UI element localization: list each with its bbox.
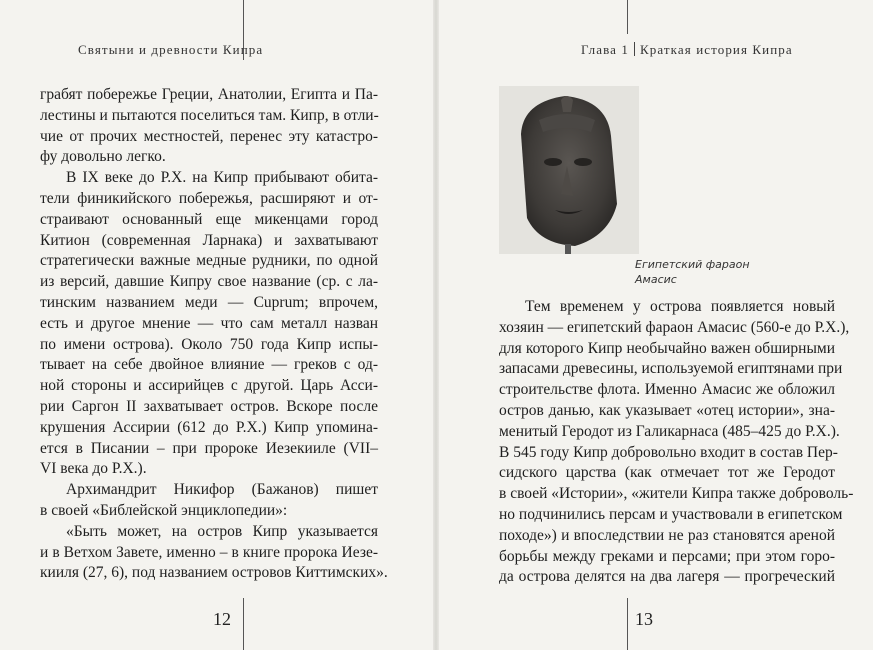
text-line: в своей «Истории», «жители Кипра также доброволь- — [499, 485, 854, 503]
text-line: сидского царства (как отмечает тот же Геродот — [499, 464, 835, 482]
running-head-left: Святыни и древности Кипра — [78, 42, 264, 57]
text-line: и в Ветхом Завете, именно – в книге пророка Иезе- — [40, 543, 378, 561]
photo-caption — [635, 257, 750, 287]
text-line: страивают основанный еще микенцами город — [40, 210, 378, 228]
left-page — [0, 0, 436, 650]
chapter-title: Краткая история Кипра — [639, 42, 793, 57]
pharaoh-amasis-photo — [499, 86, 639, 254]
text-line: Архимандрит Никифор (Бажанов) пишет — [66, 481, 378, 499]
footer-rule — [627, 598, 628, 650]
running-head-right — [581, 42, 793, 58]
text-line: строительстве флота. Именно Амасис же обложил — [499, 381, 835, 399]
text-line: по имени острова). Около 750 года Кипр испы- — [40, 335, 378, 353]
text-line: для которого Кипр необычайно важен обширными — [499, 339, 835, 357]
text-line: стратегически важные медные рудники, по одной — [40, 252, 378, 270]
chapter-label: Глава 1 — [581, 42, 629, 57]
text-line: борьбы между греками и персами; при этом горо- — [499, 547, 835, 565]
text-line: В 545 году Кипр добровольно входит в состав Пер- — [499, 443, 838, 461]
text-line: грабят побережье Греции, Анатолии, Египта и Па- — [40, 86, 378, 103]
text-line: Тем временем у острова появляется новый — [525, 298, 835, 315]
text-line: Китион (современная Ларнака) и захватывают — [40, 231, 378, 249]
text-line: В IX веке до Р.Х. на Кипр прибывают обита- — [66, 169, 378, 187]
text-line: тинским названием меди — Cuprum; впрочем, — [40, 293, 378, 311]
text-line: крушения Ассирии (612 до Р.Х.) Кипр упомина- — [40, 418, 378, 436]
text-line: тывает на себе двойное влияние — греков с од- — [40, 356, 378, 374]
page-number-right: 13 — [635, 609, 653, 629]
text-line: кииля (27, 6), под названием островов Киттимских». — [40, 564, 388, 582]
text-line: менитый Геродот из Галикарнаса (485–425 до Р.Х.). — [499, 422, 840, 440]
text-line: фу довольно легко. — [40, 148, 166, 166]
text-line: рии Саргон II захватывает остров. Вскоре после — [40, 397, 378, 415]
text-line: остров данью, как указывает «отец истории», зна- — [499, 401, 835, 419]
right-body-text — [499, 297, 854, 588]
text-line: из версий, давшие Кипру свое название (ср. с ла- — [40, 273, 378, 291]
text-line: в своей «Библейской энциклопедии»: — [40, 501, 288, 519]
text-line: хозяин — египетский фараон Амасис (560-е до Р.Х.), — [499, 318, 850, 336]
text-line: походе») и впоследствии не раз становятся ареной — [499, 526, 835, 544]
text-line: лестины и пытаются поселиться там. Кипр, в отли- — [40, 106, 379, 124]
footer-rule — [243, 598, 244, 650]
header-separator — [634, 42, 635, 56]
header-rule — [627, 0, 628, 34]
text-line: VI века до Р.Х.). — [40, 460, 147, 478]
text-line: но подчинились персам и участвовали в египетском — [499, 505, 843, 523]
text-line: ной стороны и ассирийцев с другой. Царь Асси- — [40, 377, 378, 395]
text-line: «Быть может, на остров Кипр указывается — [66, 522, 378, 540]
text-line: ется в Писании – при пророке Иезекииле (VII– — [40, 439, 378, 457]
left-body-text — [40, 85, 388, 584]
text-line: чие от прочих местностей, перенес эту катастро- — [40, 127, 378, 145]
caption-line: Амасис — [635, 273, 677, 286]
text-line: тели финикийского побережья, расширяют и от- — [40, 189, 378, 207]
text-line: да острова делятся на два лагеря — прогреческий — [499, 568, 835, 586]
right-page — [436, 0, 873, 650]
caption-line: Египетский фараон — [635, 258, 750, 271]
page-number-left: 12 — [213, 609, 231, 629]
text-line: есть и другое мнение — что сам металл назван — [40, 314, 378, 332]
text-line: запасами древесины, используемой египтянами при — [499, 360, 843, 378]
